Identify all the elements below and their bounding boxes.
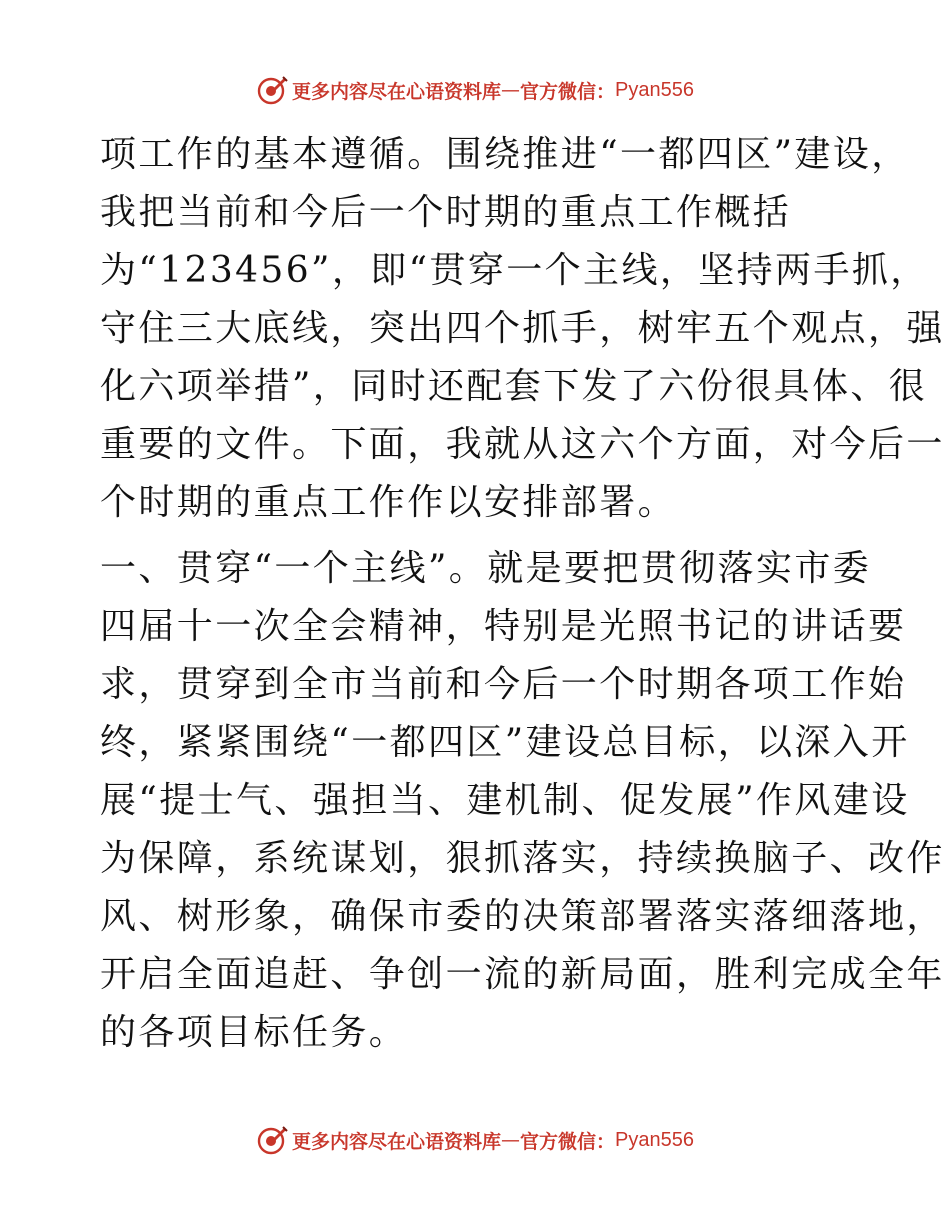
paragraph-1 <box>100 126 945 532</box>
pen-circle-logo-icon <box>256 74 288 106</box>
text-line: 为保障，系统谋划，狠抓落实，持续换脑子、改作 <box>100 838 945 879</box>
text-line: 终，紧紧围绕“一都四区”建设总目标，以深入开 <box>100 722 910 763</box>
text-line: 开启全面追赶、争创一流的新局面，胜利完成全年 <box>100 954 945 995</box>
banner-separator: — <box>501 1129 521 1151</box>
pen-circle-logo-icon <box>256 1124 288 1156</box>
text-line: 一、贯穿“一个主线”。就是要把贯彻落实市委 <box>100 548 872 589</box>
header-banner <box>0 72 950 108</box>
paragraph-2 <box>100 540 945 1062</box>
text-line: 风、树形象，确保市委的决策部署落实落细落地， <box>100 896 945 937</box>
banner-site-text: 更多内容尽在心语资料库 <box>292 80 502 103</box>
text-line: 我把当前和今后一个时期的重点工作概括 <box>100 192 792 233</box>
banner-wechat-id: Pyan556 <box>615 78 694 101</box>
text-line: 守住三大底线，突出四个抓手，树牢五个观点，强 <box>100 308 945 349</box>
text-line: 为“123456”，即“贯穿一个主线，坚持两手抓， <box>100 250 929 291</box>
banner-wechat-id: Pyan556 <box>615 1128 694 1151</box>
text-line: 展“提士气、强担当、建机制、促发展”作风建设 <box>100 780 910 821</box>
text-line: 求，贯穿到全市当前和今后一个时期各项工作始 <box>100 664 907 705</box>
text-line: 的各项目标任务。 <box>100 1012 408 1053</box>
text-line: 化六项举措”，同时还配套下发了六份很具体、很 <box>100 366 928 407</box>
document-body <box>100 126 945 1062</box>
text-line: 四届十一次全会精神，特别是光照书记的讲话要 <box>100 606 907 647</box>
banner-wechat-label: 官方微信： <box>520 80 616 103</box>
footer-banner <box>0 1122 950 1158</box>
text-line: 项工作的基本遵循。围绕推进“一都四区”建设， <box>100 134 910 175</box>
banner-separator: — <box>501 79 521 101</box>
banner-wechat-label: 官方微信： <box>520 1130 616 1153</box>
text-line: 个时期的重点工作作以安排部署。 <box>100 482 677 523</box>
banner-site-text: 更多内容尽在心语资料库 <box>292 1130 502 1153</box>
text-line: 重要的文件。下面，我就从这六个方面，对今后一 <box>100 424 945 465</box>
